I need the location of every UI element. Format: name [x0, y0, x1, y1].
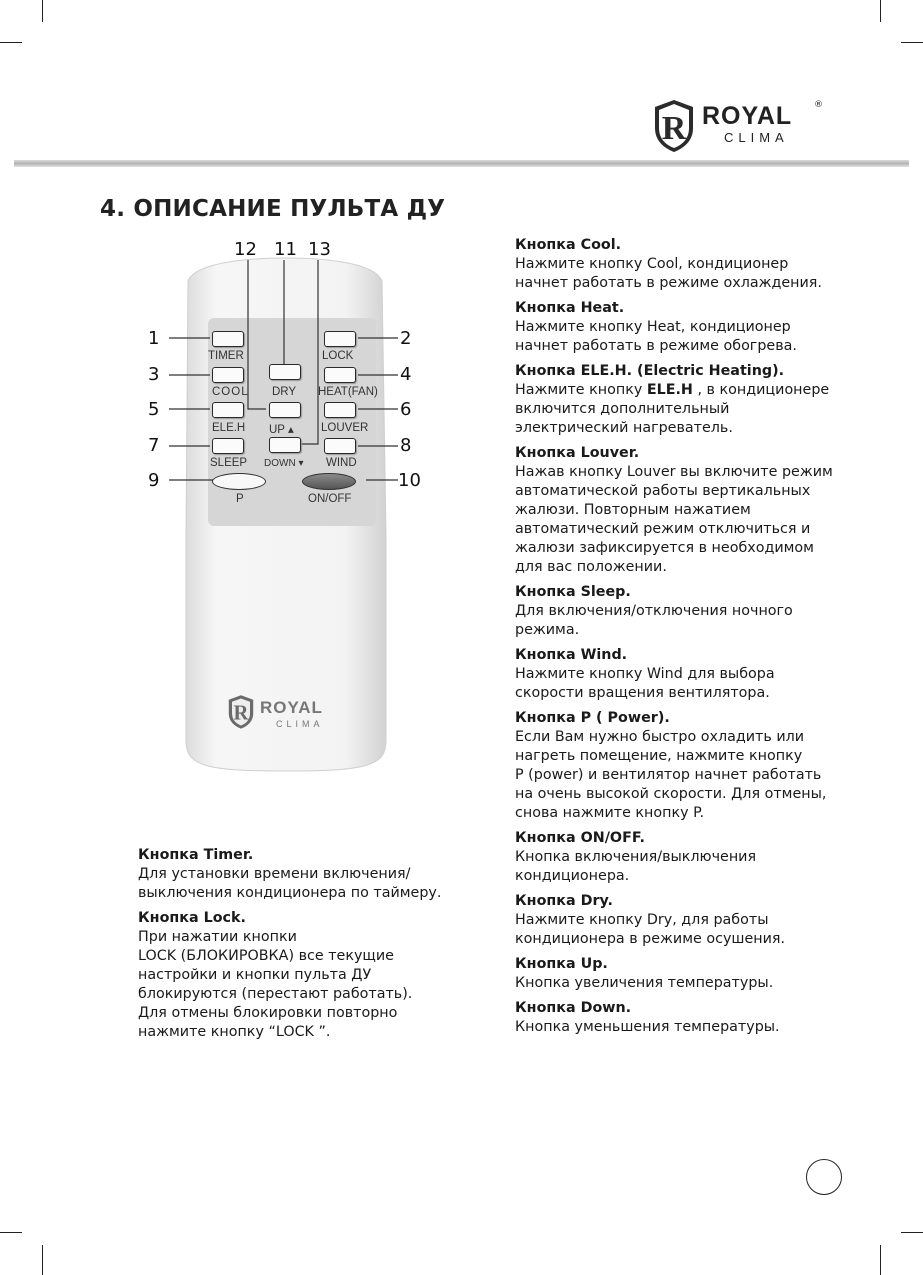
sleep-label: SLEEP	[210, 457, 248, 469]
p-label: P	[236, 493, 244, 505]
entry-title: Кнопка Wind.	[515, 647, 628, 663]
timer-label: TIMER	[208, 350, 244, 362]
svg-text:R: R	[233, 702, 249, 725]
entry-power	[515, 709, 915, 823]
callout-4: 4	[400, 364, 412, 385]
entry-cool	[515, 236, 915, 293]
wind-button	[324, 438, 356, 454]
crop-mark	[880, 0, 881, 22]
header-divider	[14, 160, 909, 167]
remote-illustration	[136, 236, 436, 776]
entry-up	[515, 955, 915, 993]
entry-dry	[515, 892, 915, 949]
entry-title: Кнопка ON/OFF.	[515, 830, 645, 846]
entry-eleh	[515, 362, 915, 438]
entry-onoff	[515, 829, 915, 886]
p-button	[212, 473, 266, 490]
entry-heat	[515, 299, 915, 356]
entry-sleep	[515, 583, 915, 640]
down-label: DOWN ▾	[264, 458, 304, 469]
page-number-circle	[806, 1159, 842, 1195]
page-title: 4. ОПИСАНИЕ ПУЛЬТА ДУ	[100, 196, 446, 222]
entry-title: Кнопка Up.	[515, 956, 608, 972]
callout-5: 5	[148, 399, 160, 420]
entry-body: Кнопка увеличения температуры.	[515, 975, 774, 991]
entry-body-bold: ELE.H	[646, 382, 693, 398]
down-button	[269, 437, 301, 453]
entry-body-pre: Нажмите кнопку	[515, 382, 647, 398]
entry-title: Кнопка Down.	[515, 1000, 632, 1016]
cool-label: COOL	[212, 386, 249, 398]
heat-button	[324, 367, 356, 383]
callout-9: 9	[148, 470, 160, 491]
remote-brand-sub: CLIMA	[276, 719, 324, 729]
crop-mark	[0, 1232, 22, 1233]
eleh-button	[212, 402, 244, 418]
entry-title: Кнопка P ( Power).	[515, 710, 670, 726]
up-button	[269, 402, 301, 418]
lock-button	[324, 331, 356, 347]
entry-body: Нажмите кнопку Wind для выбора скорости вращения вентилятора.	[515, 666, 775, 701]
callout-3: 3	[148, 364, 160, 385]
entry-title: Кнопка ELE.H. (Electric Heating).	[515, 363, 785, 379]
cool-button	[212, 367, 244, 383]
callout-8: 8	[400, 435, 412, 456]
onoff-label: ON/OFF	[308, 493, 352, 505]
brand-sub: CLIMA	[724, 130, 789, 145]
entry-body: При нажатии кнопки LOCK (БЛОКИРОВКА) все текущие настройки и кнопки пульта ДУ блокируются (перестают работать). Для отмены блокировки повторно нажмите кнопку “LOCK ”.	[138, 929, 413, 1040]
entry-timer	[138, 846, 468, 903]
entry-body: Для установки времени включения/ выключения кондиционера по таймеру.	[138, 866, 442, 901]
right-descriptions	[515, 236, 915, 1043]
entry-body: Для включения/отключения ночного режима.	[515, 603, 793, 638]
crop-mark	[901, 42, 923, 43]
entry-body: Кнопка включения/выключения кондиционера.	[515, 849, 757, 884]
crop-mark	[880, 1245, 881, 1275]
entry-title: Кнопка Cool.	[515, 237, 622, 253]
entry-body: Нажав кнопку Louver вы включите режим автоматической работы вертикальных жалюзи. Повторным нажатием автоматический режим отключиться и жалюзи зафиксируется в необходимом для вас положении.	[515, 464, 833, 575]
sleep-button	[212, 438, 244, 454]
entry-body	[515, 381, 915, 438]
louver-button	[324, 402, 356, 418]
crop-mark	[42, 1245, 43, 1275]
brand-registered: ®	[814, 100, 823, 110]
entry-body-post: , в кондиционере включится дополнительный электрический нагреватель.	[515, 382, 830, 436]
wind-label: WIND	[326, 457, 357, 469]
entry-lock	[138, 909, 468, 1042]
up-label: UP ▴	[269, 424, 294, 436]
eleh-label: ELE.H	[212, 422, 246, 434]
louver-label: LOUVER	[321, 422, 369, 434]
entry-down	[515, 999, 915, 1037]
brand-name: ROYAL	[702, 102, 793, 130]
entry-louver	[515, 444, 915, 577]
onoff-button	[302, 473, 356, 490]
crop-mark	[0, 42, 22, 43]
timer-button	[212, 331, 244, 347]
entry-body: Кнопка уменьшения температуры.	[515, 1019, 780, 1035]
callout-11: 11	[274, 239, 297, 260]
svg-text:R: R	[661, 110, 687, 147]
shield-logo-icon	[652, 98, 696, 154]
entry-title: Кнопка Heat.	[515, 300, 625, 316]
remote-body	[136, 236, 436, 776]
dry-button	[269, 364, 301, 380]
callout-2: 2	[400, 328, 412, 349]
entry-title: Кнопка Dry.	[515, 893, 613, 909]
entry-title: Кнопка Sleep.	[515, 584, 631, 600]
entry-title: Кнопка Lock.	[138, 910, 246, 926]
callout-6: 6	[400, 399, 412, 420]
callout-13: 13	[308, 239, 331, 260]
remote-brand: ROYAL	[260, 698, 323, 717]
lock-label: LOCK	[322, 350, 354, 362]
entry-title: Кнопка Timer.	[138, 847, 254, 863]
remote-logo-icon	[226, 694, 256, 730]
entry-body: Нажмите кнопку Heat, кондиционер начнет работать в режиме обогрева.	[515, 319, 797, 354]
entry-wind	[515, 646, 915, 703]
left-descriptions	[138, 846, 468, 1048]
entry-body: Нажмите кнопку Cool, кондиционер начнет работать в режиме охлаждения.	[515, 256, 822, 291]
callout-7: 7	[148, 435, 160, 456]
entry-body: Если Вам нужно быстро охладить или нагреть помещение, нажмите кнопку P (power) и вентилятор начнет работать на очень высокой скорости. Для отмены, снова нажмите кнопку P.	[515, 729, 827, 821]
crop-mark	[901, 1232, 923, 1233]
crop-mark	[42, 0, 43, 22]
dry-label: DRY	[272, 386, 297, 398]
brand-logo	[652, 98, 832, 154]
entry-title: Кнопка Louver.	[515, 445, 640, 461]
entry-body: Нажмите кнопку Dry, для работы кондиционера в режиме осушения.	[515, 912, 786, 947]
callout-12: 12	[234, 239, 257, 260]
callout-10: 10	[398, 470, 421, 491]
heat-label: HEAT(FAN)	[318, 386, 378, 398]
callout-1: 1	[148, 328, 160, 349]
